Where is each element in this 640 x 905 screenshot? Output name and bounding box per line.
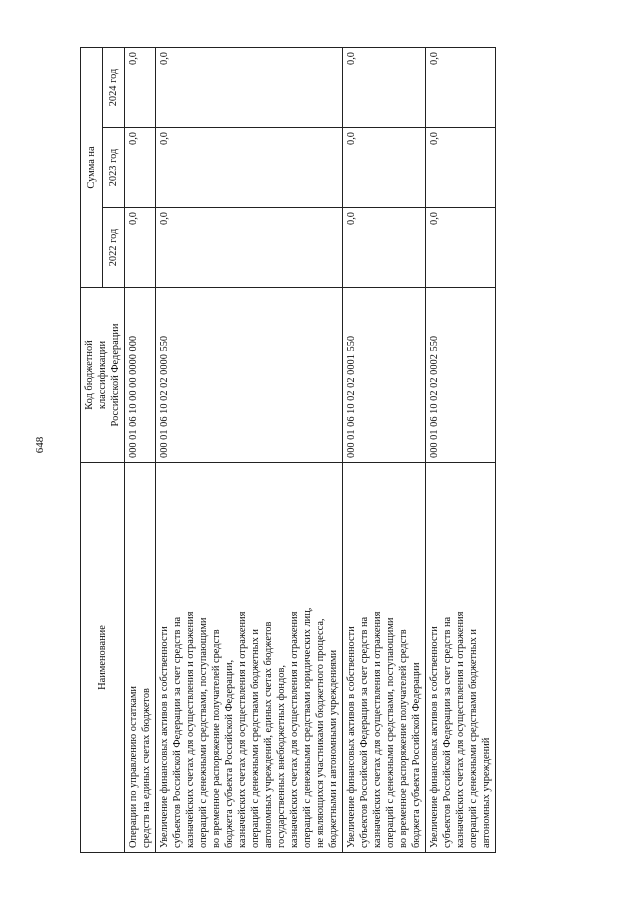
row-name-line: операций с денежными средствами, поступающими [385,617,396,848]
header-sum: Сумма на [81,47,103,287]
row-name-line: средств на единых счетах бюджетов [141,688,152,848]
header-year-2023: 2023 год [103,128,125,208]
header-code-line: Код бюджетной [84,340,95,410]
row-name-line: Увеличение финансовых активов в собственности [159,626,170,848]
row-name-line: операций с денежными средствами юридических лиц, [302,607,313,848]
row-name-line: Увеличение финансовых активов в собственности [346,626,357,848]
header-code-line: классификации [97,340,108,410]
row-code: 000 01 06 10 02 02 0001 550 [343,288,426,463]
row-name-line: казначейских счетах для осуществления и отражения [289,611,300,848]
row-value: 0,0 [426,128,496,208]
row-name-line: Операции по управлению остатками [128,686,139,848]
budget-table [80,47,496,853]
row-value: 0,0 [125,47,156,127]
row-code: 000 01 06 10 02 02 0002 550 [426,288,496,463]
row-code: 000 01 06 10 02 02 0000 550 [156,288,343,463]
row-value: 0,0 [156,47,343,127]
row-value: 0,0 [125,208,156,288]
row-value: 0,0 [156,128,343,208]
row-name-line: казначейских счетах для осуществления и отражения [237,611,248,848]
row-name-line: казначейских счетах для осуществления и отражения [185,611,196,848]
row-name [125,463,156,853]
row-name [426,463,496,853]
row-name-line: операций с денежными средствами бюджетных и [468,629,479,848]
row-name-line: казначейских счетах для осуществления и отражения [455,611,466,848]
row-name-line: не являющихся участниками бюджетного процесса, [315,618,326,848]
row-value: 0,0 [426,208,496,288]
row-name-line: субъектов Российской Федерации за счет средств на [442,616,453,848]
row-name-line: автономных учреждений, единых счетах бюджетов [263,621,274,848]
row-name-line: бюджета субъекта Российской Федерации, [224,659,235,848]
row-name-line: операций с денежными средствами бюджетных и [250,629,261,848]
row-value: 0,0 [343,208,426,288]
row-name [156,463,343,853]
row-name-line: автономных учреждений [481,737,492,848]
row-name-line: во временное распоряжение получателей средств [398,629,409,848]
row-value: 0,0 [343,128,426,208]
rotated-table-container [80,48,555,853]
row-name-line: Увеличение финансовых активов в собственности [429,626,440,848]
table-row [125,47,156,852]
row-name-line: казначейских счетах для осуществления и отражения [372,611,383,848]
header-code [81,288,125,463]
row-value: 0,0 [343,47,426,127]
row-name-line: бюджетными и автономными учреждениями [328,649,339,848]
row-name-line: субъектов Российской Федерации за счет средств на [172,616,183,848]
row-name-line: субъектов Российской Федерации за счет средств на [359,616,370,848]
header-name: Наименование [81,463,125,853]
row-name-line: бюджета субъекта Российской Федерации [411,662,422,848]
header-row-1 [81,47,103,852]
header-year-2022: 2022 год [103,208,125,288]
row-value: 0,0 [426,47,496,127]
table-row [156,47,343,852]
row-value: 0,0 [156,208,343,288]
row-value: 0,0 [125,128,156,208]
table-row [343,47,426,852]
table-row [426,47,496,852]
page-number: 648 [34,436,46,454]
header-code-line: Российской Федерации [110,323,121,427]
row-name [343,463,426,853]
row-name-line: государственных внебюджетных фондов, [276,665,287,848]
row-name-line: операций с денежными средствами, поступающими [198,617,209,848]
row-code: 000 01 06 10 00 00 0000 000 [125,288,156,463]
header-year-2024: 2024 год [103,47,125,127]
row-name-line: во временное распоряжение получателей средств [211,629,222,848]
